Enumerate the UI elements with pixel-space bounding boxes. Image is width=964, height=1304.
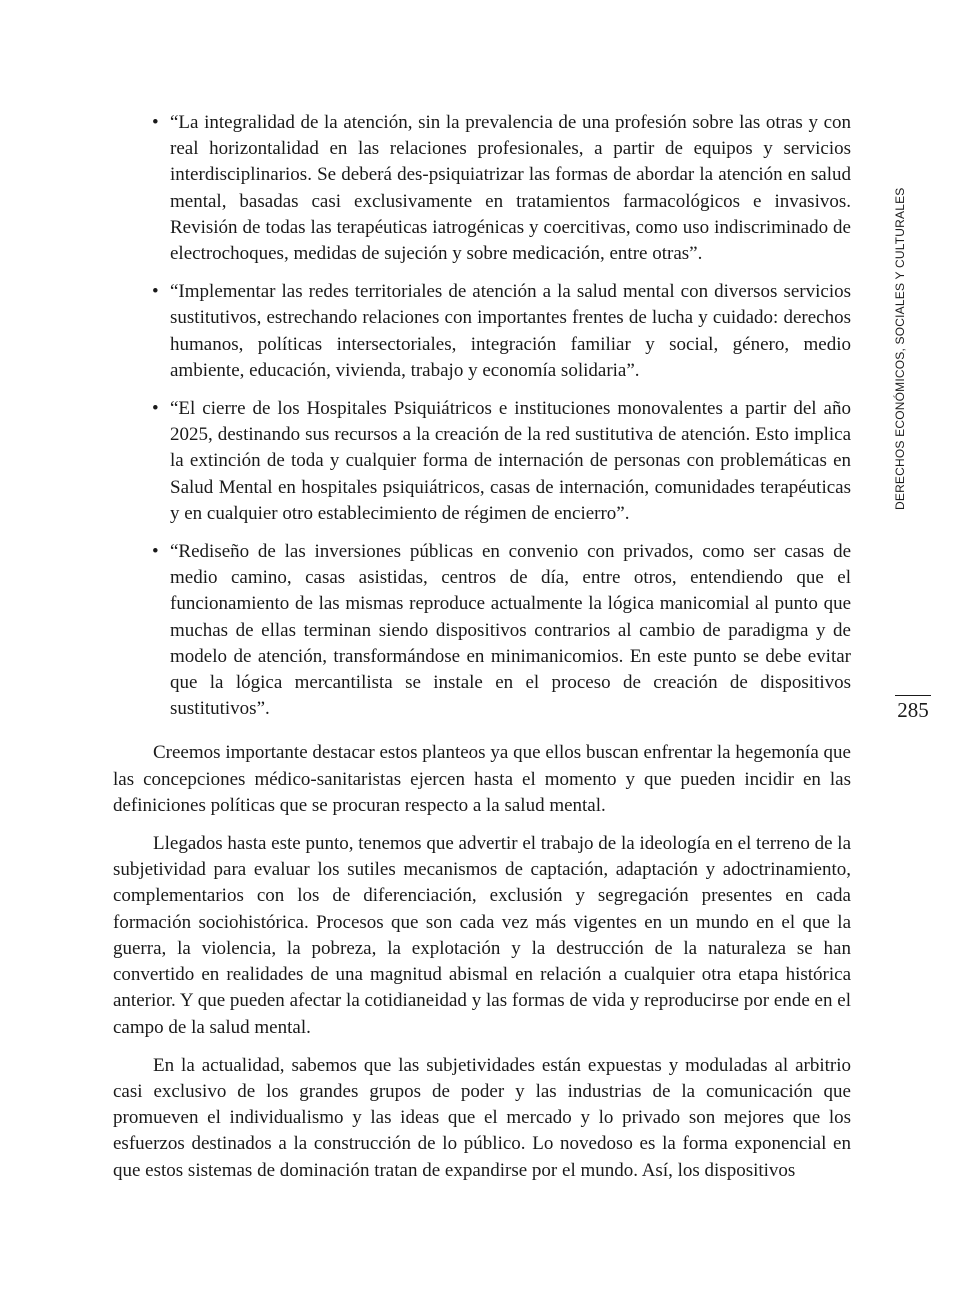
page-number-rule: [895, 695, 931, 696]
bullet-text: • “Rediseño de las inversiones públicas en convenio con privados, como ser casas de medio camino, casas asistidas, centros de día, entre otros, entendiendo que el funcionamiento de las mismas reproduce actualmente la lógica manicomial al punto que muchas de ellas terminan siendo dispositivos contrarios al cambio de paradigma y de modelo de atención, transformándose en minimanicomios. En este punto se debe evitar que la lógica mercantilista se instale en el proceso de creación de dispositivos sustitutivos”.: [170, 541, 851, 720]
body-text: [113, 110, 851, 1184]
paragraph: Creemos importante destacar estos planteos ya que ellos buscan enfrentar la hegemonía que las concepciones médico-sanitaristas ejercen hasta el momento y que pueden incidir en las definiciones políticas que se procuran respecto a la salud mental.: [113, 742, 851, 816]
paragraph: En la actualidad, sabemos que las subjetividades están expuestas y moduladas al arbitrio casi exclusivo de los grandes grupos de poder y las industrias de la comunicación que promueven el individualismo y las ideas que el mercado y lo privado son mejores que los esfuerzos destinados a la construcción de lo público. Lo novedoso es la forma exponencial en que estos sistemas de dominación tratan de expandirse por el mundo. Así, los dispositivos: [113, 1054, 851, 1181]
page-number: 285: [897, 698, 929, 722]
list-item: [170, 279, 851, 384]
paragraph: Llegados hasta este punto, tenemos que advertir el trabajo de la ideología en el terreno de la subjetividad para evaluar los sutiles mecanismos de captación, adaptación y adoctrinamiento, complementarios con los de diferenciación, exclusión y segregación presentes en cada formación sociohistórica. Procesos que son cada vez más vigentes en un mundo en el que la guerra, la violencia, la pobreza, la explotación y la destrucción de la naturaleza se han convertido en realidades de una magnitud abismal en relación a cualquier otra etapa histórica anterior. Y que pueden afectar la cotidianeidad y las formas de vida y reproducirse por ende en el campo de la salud mental.: [113, 833, 851, 1038]
list-item: [170, 539, 851, 722]
bullet-text: • “Implementar las redes territoriales de atención a la salud mental con diversos servicios sustitutivos, estrechando relaciones con importantes frentes de lucha y cuidado: derechos humanos, políticas intersectoriales, integración familiar y social, género, medio ambiente, educación, vivienda, trabajo y economía solidaria”.: [170, 281, 851, 381]
list-item: [170, 396, 851, 527]
list-item: [170, 110, 851, 267]
bullet-text: • “La integralidad de la atención, sin la prevalencia de una profesión sobre las otras y con real horizontalidad en las relaciones profesionales, a partir de equipos y servicios interdisciplinarios. Se deberá des-psiquiatrizar las formas de abordar la atención en salud mental, basadas casi exclusivamente en tratamientos farmacológicos e invasivos. Revisión de todas las terapéuticas iatrogénicas y coercitivas, como uso indiscriminado de electrochoques, medidas de sujeción y sobre medicación, entre otras”.: [170, 112, 851, 265]
bullet-list: [113, 110, 851, 722]
running-section-title: DERECHOS ECONÓMICOS, SOCIALES Y CULTURALES: [893, 187, 907, 510]
bullet-text: • “El cierre de los Hospitales Psiquiátricos e instituciones monovalentes a partir del año 2025, destinando sus recursos a la creación de la red sustitutiva de atención. Esto implica la extinción de toda y cualquier forma de internación de personas con problemáticas en Salud Mental en hospitales psiquiátricos, casas de internación, comunidades terapéuticas y en cualquier otro establecimiento de régimen de encierro”.: [170, 398, 851, 524]
